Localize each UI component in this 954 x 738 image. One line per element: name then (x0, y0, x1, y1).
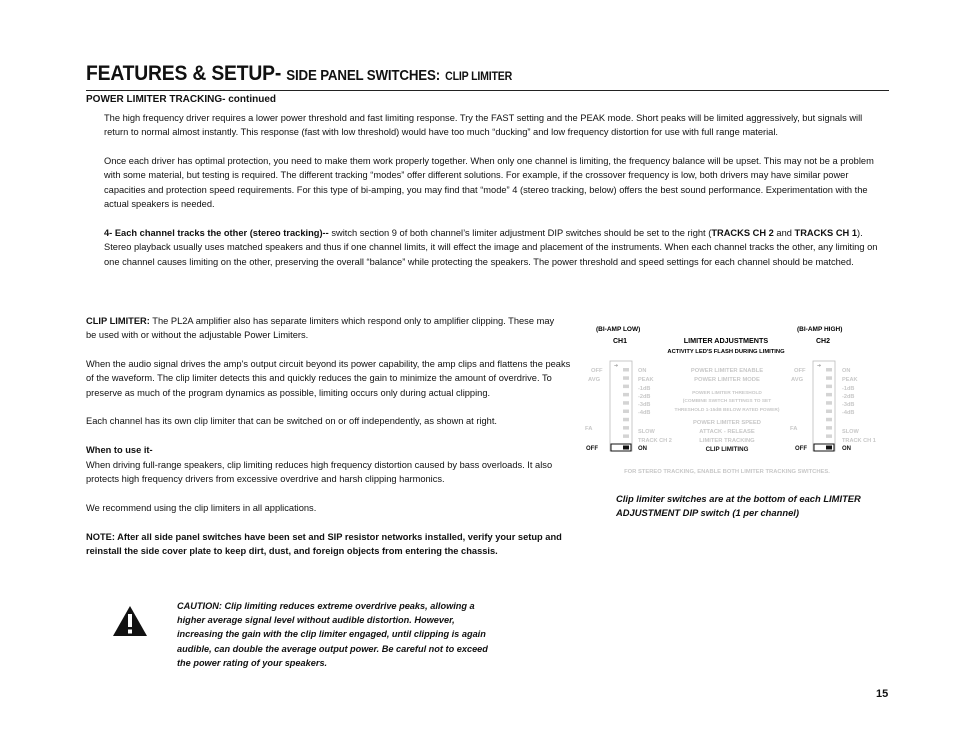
clip-paragraph-4: When driving full-range speakers, clip limiting reduces high frequency distortion caused by bass overloads. It also protects high frequency drivers from excessive overdrive and harsh clipping harmonics. (86, 460, 553, 485)
dip-position-6[interactable] (623, 410, 629, 414)
clip-paragraph-3: Each channel has its own clip limiter that can be switched on or off independently, as shown at right. (86, 416, 498, 426)
diagram-footer: FOR STEREO TRACKING, ENABLE BOTH LIMITER TRACKING SWITCHES. (624, 469, 830, 475)
dip-position-4[interactable] (623, 393, 629, 397)
dip-position-5[interactable] (623, 401, 629, 405)
tracking-paragraph-1: The high frequency driver requires a lower power threshold and fast limiting response. Try the FAST setting and the PEAK mode. Short peaks will be limited aggressively, but signals will return to normal almost instantly. This response (fast with low threshold) would have too much “ducking” and low frequency distortion for use with full range material. (104, 113, 863, 138)
mode4-and: and (773, 228, 795, 238)
center-line-6: POWER LIMITER SPEED (693, 420, 761, 426)
dip-position-9[interactable] (826, 434, 832, 438)
clip-lead: CLIP LIMITER: (86, 316, 150, 326)
dip-position-1[interactable] (826, 368, 832, 372)
dip-position-2[interactable] (826, 376, 832, 380)
center-line-3: POWER LIMITER THRESHOLD (692, 391, 762, 396)
dip-position-2[interactable] (623, 376, 629, 380)
ch2-clip-on: ON (842, 446, 851, 452)
right-label-4: -2dB (842, 394, 855, 400)
ch2-clip-off: OFF (795, 446, 807, 452)
diagram-subtitle: ACTIVITY LED'S FLASH DURING LIMITING (667, 349, 785, 355)
tracking-paragraph-2: Once each driver has optimal protection, you need to make them work properly together. When only one channel is limiting, the frequency balance will be upset. This may not be a problem with some material, but testing is required. The different tracking “modes” offer different solutions. For example, if the crossover frequency is low, both drivers may have similar power capacities and protection speed requirements. For this type of bi-amping, you may find that “mode” 4 (stereo tracking, below) offers the best sound performance. Experimentation with the actual speakers is needed. (104, 156, 874, 210)
warning-icon (111, 604, 149, 643)
figure-caption: Clip limiter switches are at the bottom of each LIMITER ADJUSTMENT DIP switch (1 per channel) (616, 493, 861, 519)
dip-position-3[interactable] (623, 385, 629, 389)
diagram-title: LIMITER ADJUSTMENTS (683, 336, 769, 345)
dip-position-1[interactable] (623, 368, 629, 372)
dip-position-8[interactable] (826, 426, 832, 430)
center-line-7: ATTACK - RELEASE (699, 429, 755, 435)
bi-amp-high-label: (BI-AMP HIGH) (797, 326, 843, 333)
dip-position-8[interactable] (623, 426, 629, 430)
center-line-1: POWER LIMITER ENABLE (690, 368, 764, 374)
center-line-5: THRESHOLD 1-15dB BELOW RATED POWER) (674, 408, 780, 413)
caution-text: CAUTION: Clip limiting reduces extreme overdrive peaks, allowing a higher average signal level without audible distortion. However, increasing the gain with the clip limiter engaged, until clipping is again audible, can double the average output power. Be careful not to exceed the power rating of your speakers. (177, 601, 488, 668)
subheading: POWER LIMITER TRACKING- continued (86, 94, 276, 105)
right-label-2: PEAK (842, 377, 858, 383)
dip-position-7[interactable] (826, 418, 832, 422)
right-label-6: -4dB (638, 410, 651, 416)
right-label-7: SLOW (638, 429, 655, 435)
bi-amp-low-label: (BI-AMP LOW) (596, 326, 641, 333)
ch1-left-fa: FA (585, 426, 593, 432)
page-header (86, 62, 889, 91)
dip-position-4[interactable] (826, 393, 832, 397)
title-sub: CLIP LIMITER (445, 71, 513, 83)
ch2-left-off: OFF (794, 368, 806, 374)
ch1-clip-on: ON (638, 446, 647, 452)
mode4-lead: 4- Each channel tracks the other (stereo tracking)-- (104, 228, 329, 238)
note-paragraph: NOTE: After all side panel switches have been set and SIP resistor networks installed, verify your setup and reinstall the side cover plate to keep dirt, dust, and foreign objects from entering the chassis. (86, 532, 562, 557)
right-label-5: -3dB (842, 402, 855, 408)
ch1-clip-off: OFF (586, 446, 598, 452)
arrow-icon: ➔ (817, 363, 822, 369)
right-label-3: -1dB (638, 386, 651, 392)
title-main: FEATURES & SETUP- (86, 62, 282, 85)
title-section: SIDE PANEL SWITCHES: (286, 68, 440, 84)
when-to-use-heading: When to use it- (86, 445, 153, 455)
right-label-6: -4dB (842, 410, 855, 416)
dip-position-5[interactable] (826, 401, 832, 405)
limiter-diagram (582, 318, 892, 480)
dip-position-3[interactable] (826, 385, 832, 389)
ch1-right-labels (638, 368, 672, 444)
center-line-8: LIMITER TRACKING (699, 438, 755, 444)
mode4-text-a: switch section 9 of both channel’s limiter adjustment DIP switches should be set to the right ( (328, 228, 712, 238)
dip-position-9[interactable] (623, 434, 629, 438)
right-label-2: PEAK (638, 377, 654, 383)
ch1-clip-switch-knob (623, 446, 629, 450)
right-label-4: -2dB (638, 394, 651, 400)
right-label-3: -1dB (842, 386, 855, 392)
ch2-left-avg: AVG (791, 377, 804, 383)
ch2-right-labels (842, 368, 876, 444)
center-line-clip: CLIP LIMITING (705, 446, 749, 453)
dip-position-7[interactable] (623, 418, 629, 422)
ch2-label: CH2 (816, 338, 831, 345)
right-label-1: ON (842, 368, 851, 374)
ch1-label: CH1 (613, 338, 628, 345)
clip-paragraph-1 (86, 314, 564, 343)
ch2-clip-switch-knob (826, 446, 832, 450)
tracks-ch1: TRACKS CH 1 (794, 228, 858, 238)
clip-paragraph-5: We recommend using the clip limiters in all applications. (86, 503, 317, 513)
ch1-left-off: OFF (591, 368, 603, 374)
dip-position-6[interactable] (826, 410, 832, 414)
right-label-8: TRACK CH 2 (638, 438, 672, 444)
mode4-text-c: ). Stereo playback usually uses matched speakers and thus if one channel limits, it will effect the image and placement of the instruments. When each channel tracks the other, any limiting on one channel causes limiting on the other, preserving the overall “balance” while protecting the speakers. The power threshold and speed settings for each channel should be matched. (104, 228, 878, 267)
clip-paragraph-2: When the audio signal drives the amp's output circuit beyond its power capability, the amp clips and flattens the peaks of the waveform. The clip limiter detects this and quickly reduces the gain to minimize the amount of overdrive. To preserve as much of the program dynamics as possible, limiting occurs only during actual clipping. (86, 359, 571, 398)
tracking-paragraph-3 (104, 226, 888, 269)
right-label-5: -3dB (638, 402, 651, 408)
ch1-left-avg: AVG (588, 377, 601, 383)
page-title (86, 62, 512, 86)
arrow-icon: ➔ (614, 363, 619, 369)
page-number: 15 (876, 688, 889, 700)
ch2-left-fa: FA (790, 426, 798, 432)
tracks-ch2: TRACKS CH 2 (711, 228, 774, 238)
center-line-2: POWER LIMITER MODE (694, 377, 760, 383)
right-label-1: ON (638, 368, 647, 374)
center-line-4: (COMBINE SWITCH SETTINGS TO SET (682, 399, 772, 404)
right-label-8: TRACK CH 1 (842, 438, 876, 444)
right-label-7: SLOW (842, 429, 859, 435)
clip-text-1: The PL2A amplifier also has separate limiters which respond only to amplifier clipping. These may be used with or without the adjustable Power Limiters. (86, 316, 555, 341)
